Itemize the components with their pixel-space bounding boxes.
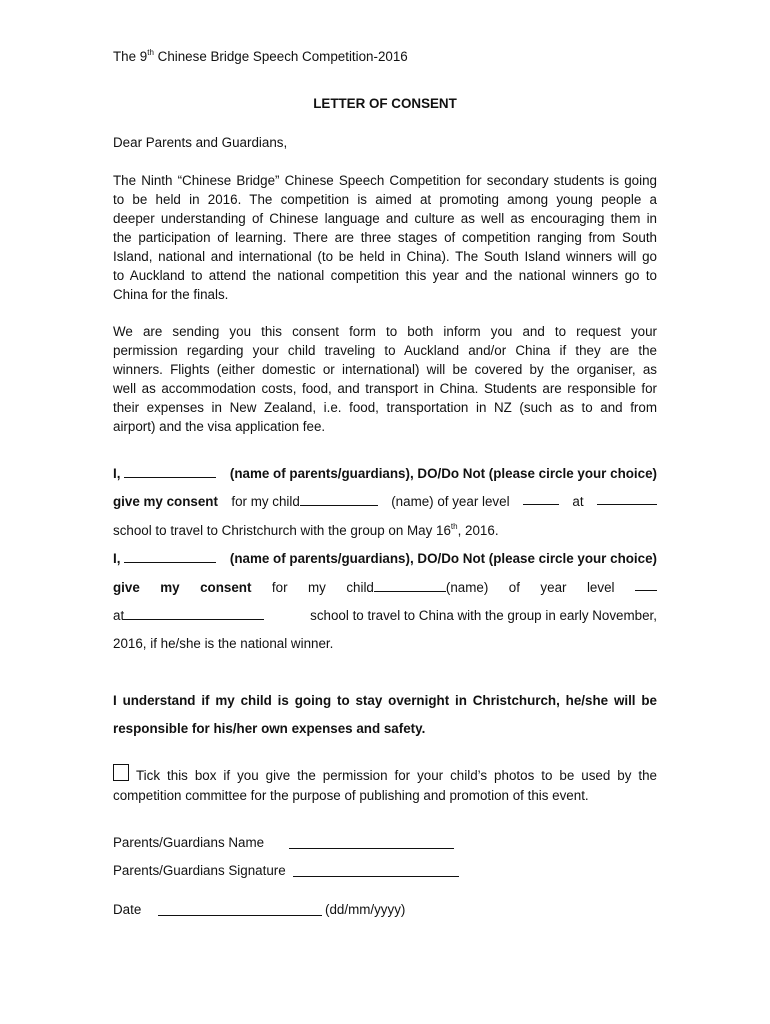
year-level-blank-2[interactable] — [635, 578, 657, 591]
guardian-signature-label: Parents/Guardians Signature — [113, 863, 286, 878]
photo-permission-text: Tick this box if you give the permission for your child’s photos to be used by the — [136, 768, 657, 783]
date-line[interactable] — [158, 915, 322, 916]
date-format-hint: (dd/mm/yyyy) — [325, 902, 406, 917]
photo-permission-checkbox[interactable] — [113, 764, 129, 781]
school-blank-1[interactable] — [597, 492, 657, 505]
parent-name-blank-1[interactable] — [124, 465, 216, 478]
christchurch-trip-line: school to travel to Christchurch with the group on May 16th, 2016. — [113, 521, 499, 538]
parent-name-blank-2[interactable] — [124, 550, 216, 563]
salutation: Dear Parents and Guardians, — [113, 135, 288, 150]
year-level-blank-1[interactable] — [523, 492, 559, 505]
child-name-blank-2[interactable] — [374, 579, 446, 592]
child-name-blank-1[interactable] — [300, 493, 378, 506]
guardian-name-line[interactable] — [289, 848, 454, 849]
school-blank-2[interactable] — [124, 607, 264, 620]
document-title: The 9th Chinese Bridge Speech Competition-2016 — [113, 47, 408, 64]
guardian-name-label: Parents/Guardians Name — [113, 835, 265, 850]
consent-letter-page: The 9th Chinese Bridge Speech Competition-2016 LETTER OF CONSENT Dear Parents and Guardians, The Ninth “Chinese Bridge” Chinese Speech Competition for secondary students is going to be held in 2016. The competition is aimed at promoting among young people a deeper understanding of Chinese language and culture as well as encouraging them in the participation of learning. There are three stages of competition ranging from South Island, national and international (to be held in China). The South Island winners will go to Auckland to attend the national competition this year and the national winners go to China for the finals. We are sending you this consent form to both inform you and to request your permission regarding your child traveling to Auckland and/or China if they are the winners. Flights (either domestic or international) will be covered by the organiser, as well as accommodation costs, food, and transport in China. Students are responsible for their expenses in New Zealand, i.e. food, transportation in NZ (such as to and from airport) and the visa application fee. I, (name of parents/guardians), DO/Do Not (please circle your choice) give my consent for my child (name) of year level at school to travel to Christchurch with the group on May 16th, 2016. I, (name of parents/guardians), DO/Do Not (please circle your choice) give my consent for my child (name) of year level at school to travel to China with the group in early November, 2016, if he/she is the national winner. I understand if my child is going to stay overnight in Christchurch, he/she will be responsible for his/her own expenses and safety. Tick this box if you give the permission for your child’s photos to be used by the competition committee for the purpose of publishing and promotion of this event. Parents/Guardians Name Parents/Guardians Signature Date (dd/mm/yyyy) — [0, 0, 770, 1024]
guardian-signature-line[interactable] — [293, 876, 459, 877]
date-label: Date — [113, 902, 142, 917]
letter-heading: LETTER OF CONSENT — [313, 96, 457, 111]
